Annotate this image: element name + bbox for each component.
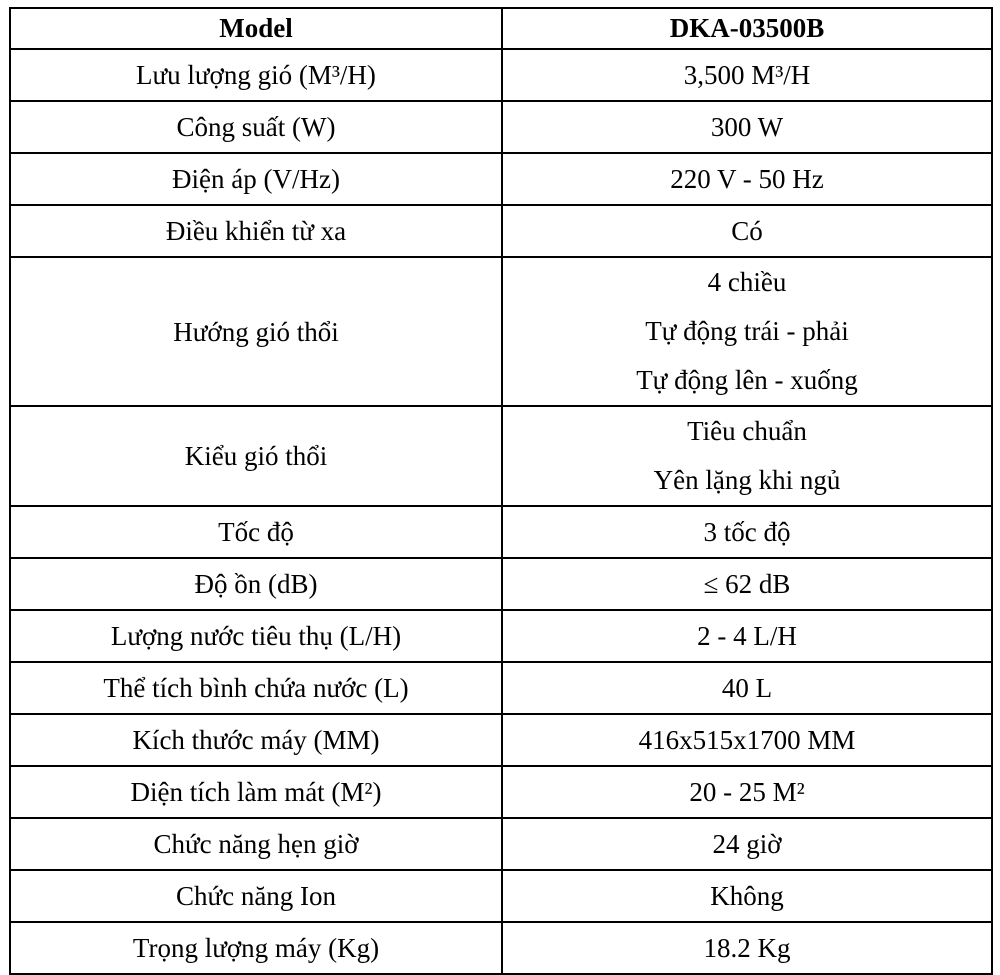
row-value-line: 20 - 25 M² — [689, 776, 805, 807]
row-value — [502, 662, 992, 714]
row-value-line: 3 tốc độ — [703, 516, 791, 547]
row-label: Tốc độ — [10, 506, 502, 558]
table-row — [10, 506, 992, 558]
row-label: Độ ồn (dB) — [10, 558, 502, 610]
row-value — [502, 153, 992, 205]
row-value — [502, 922, 992, 974]
table-row — [10, 101, 992, 153]
row-label: Điều khiển từ xa — [10, 205, 502, 257]
table-row — [10, 766, 992, 818]
spec-table — [9, 7, 993, 975]
row-value — [502, 818, 992, 870]
table-row — [10, 870, 992, 922]
row-label: Lưu lượng gió (M³/H) — [10, 49, 502, 101]
row-value-line: 300 W — [710, 111, 784, 142]
row-value — [502, 558, 992, 610]
header-value: DKA-03500B — [502, 8, 992, 49]
table-row — [10, 205, 992, 257]
row-value — [502, 205, 992, 257]
row-value-line: 416x515x1700 MM — [638, 724, 856, 755]
row-label: Trọng lượng máy (Kg) — [10, 922, 502, 974]
table-row — [10, 558, 992, 610]
row-value — [502, 610, 992, 662]
row-value — [502, 101, 992, 153]
row-label: Chức năng hẹn giờ — [10, 818, 502, 870]
row-label: Kiểu gió thổi — [10, 406, 502, 506]
row-value — [502, 257, 992, 406]
row-value-line: 4 chiều — [707, 267, 787, 297]
table-row — [10, 49, 992, 101]
row-label: Điện áp (V/Hz) — [10, 153, 502, 205]
row-label: Chức năng Ion — [10, 870, 502, 922]
header-row — [10, 8, 992, 49]
row-value — [502, 506, 992, 558]
table-row — [10, 714, 992, 766]
row-value-line: 3,500 M³/H — [683, 59, 811, 90]
row-value — [502, 406, 992, 506]
row-label: Kích thước máy (MM) — [10, 714, 502, 766]
row-value-line: Tự động trái - phải — [645, 316, 849, 346]
row-label: Thể tích bình chứa nước (L) — [10, 662, 502, 714]
table-row — [10, 818, 992, 870]
row-value — [502, 870, 992, 922]
table-row — [10, 406, 992, 506]
row-value-line: ≤ 62 dB — [703, 568, 791, 599]
row-value — [502, 766, 992, 818]
row-label: Công suất (W) — [10, 101, 502, 153]
row-value-line: Tiêu chuẩn — [687, 416, 807, 446]
header-label: Model — [10, 8, 502, 49]
row-value-line: 18.2 Kg — [703, 932, 791, 963]
row-value-line: Có — [731, 215, 763, 246]
table-row — [10, 662, 992, 714]
spec-body — [10, 49, 992, 974]
row-value — [502, 49, 992, 101]
row-value-line: Yên lặng khi ngủ — [653, 465, 841, 495]
table-row — [10, 922, 992, 974]
table-row — [10, 257, 992, 406]
row-value-line: Không — [710, 880, 784, 911]
row-label: Diện tích làm mát (M²) — [10, 766, 502, 818]
row-value-line: 40 L — [721, 672, 773, 703]
row-value — [502, 714, 992, 766]
row-value-line: Tự động lên - xuống — [636, 365, 858, 395]
row-value-line: 220 V - 50 Hz — [670, 163, 824, 194]
table-row — [10, 610, 992, 662]
table-row — [10, 153, 992, 205]
row-label: Hướng gió thổi — [10, 257, 502, 406]
row-label: Lượng nước tiêu thụ (L/H) — [10, 610, 502, 662]
row-value-line: 24 giờ — [712, 828, 782, 859]
row-value-line: 2 - 4 L/H — [697, 620, 797, 651]
